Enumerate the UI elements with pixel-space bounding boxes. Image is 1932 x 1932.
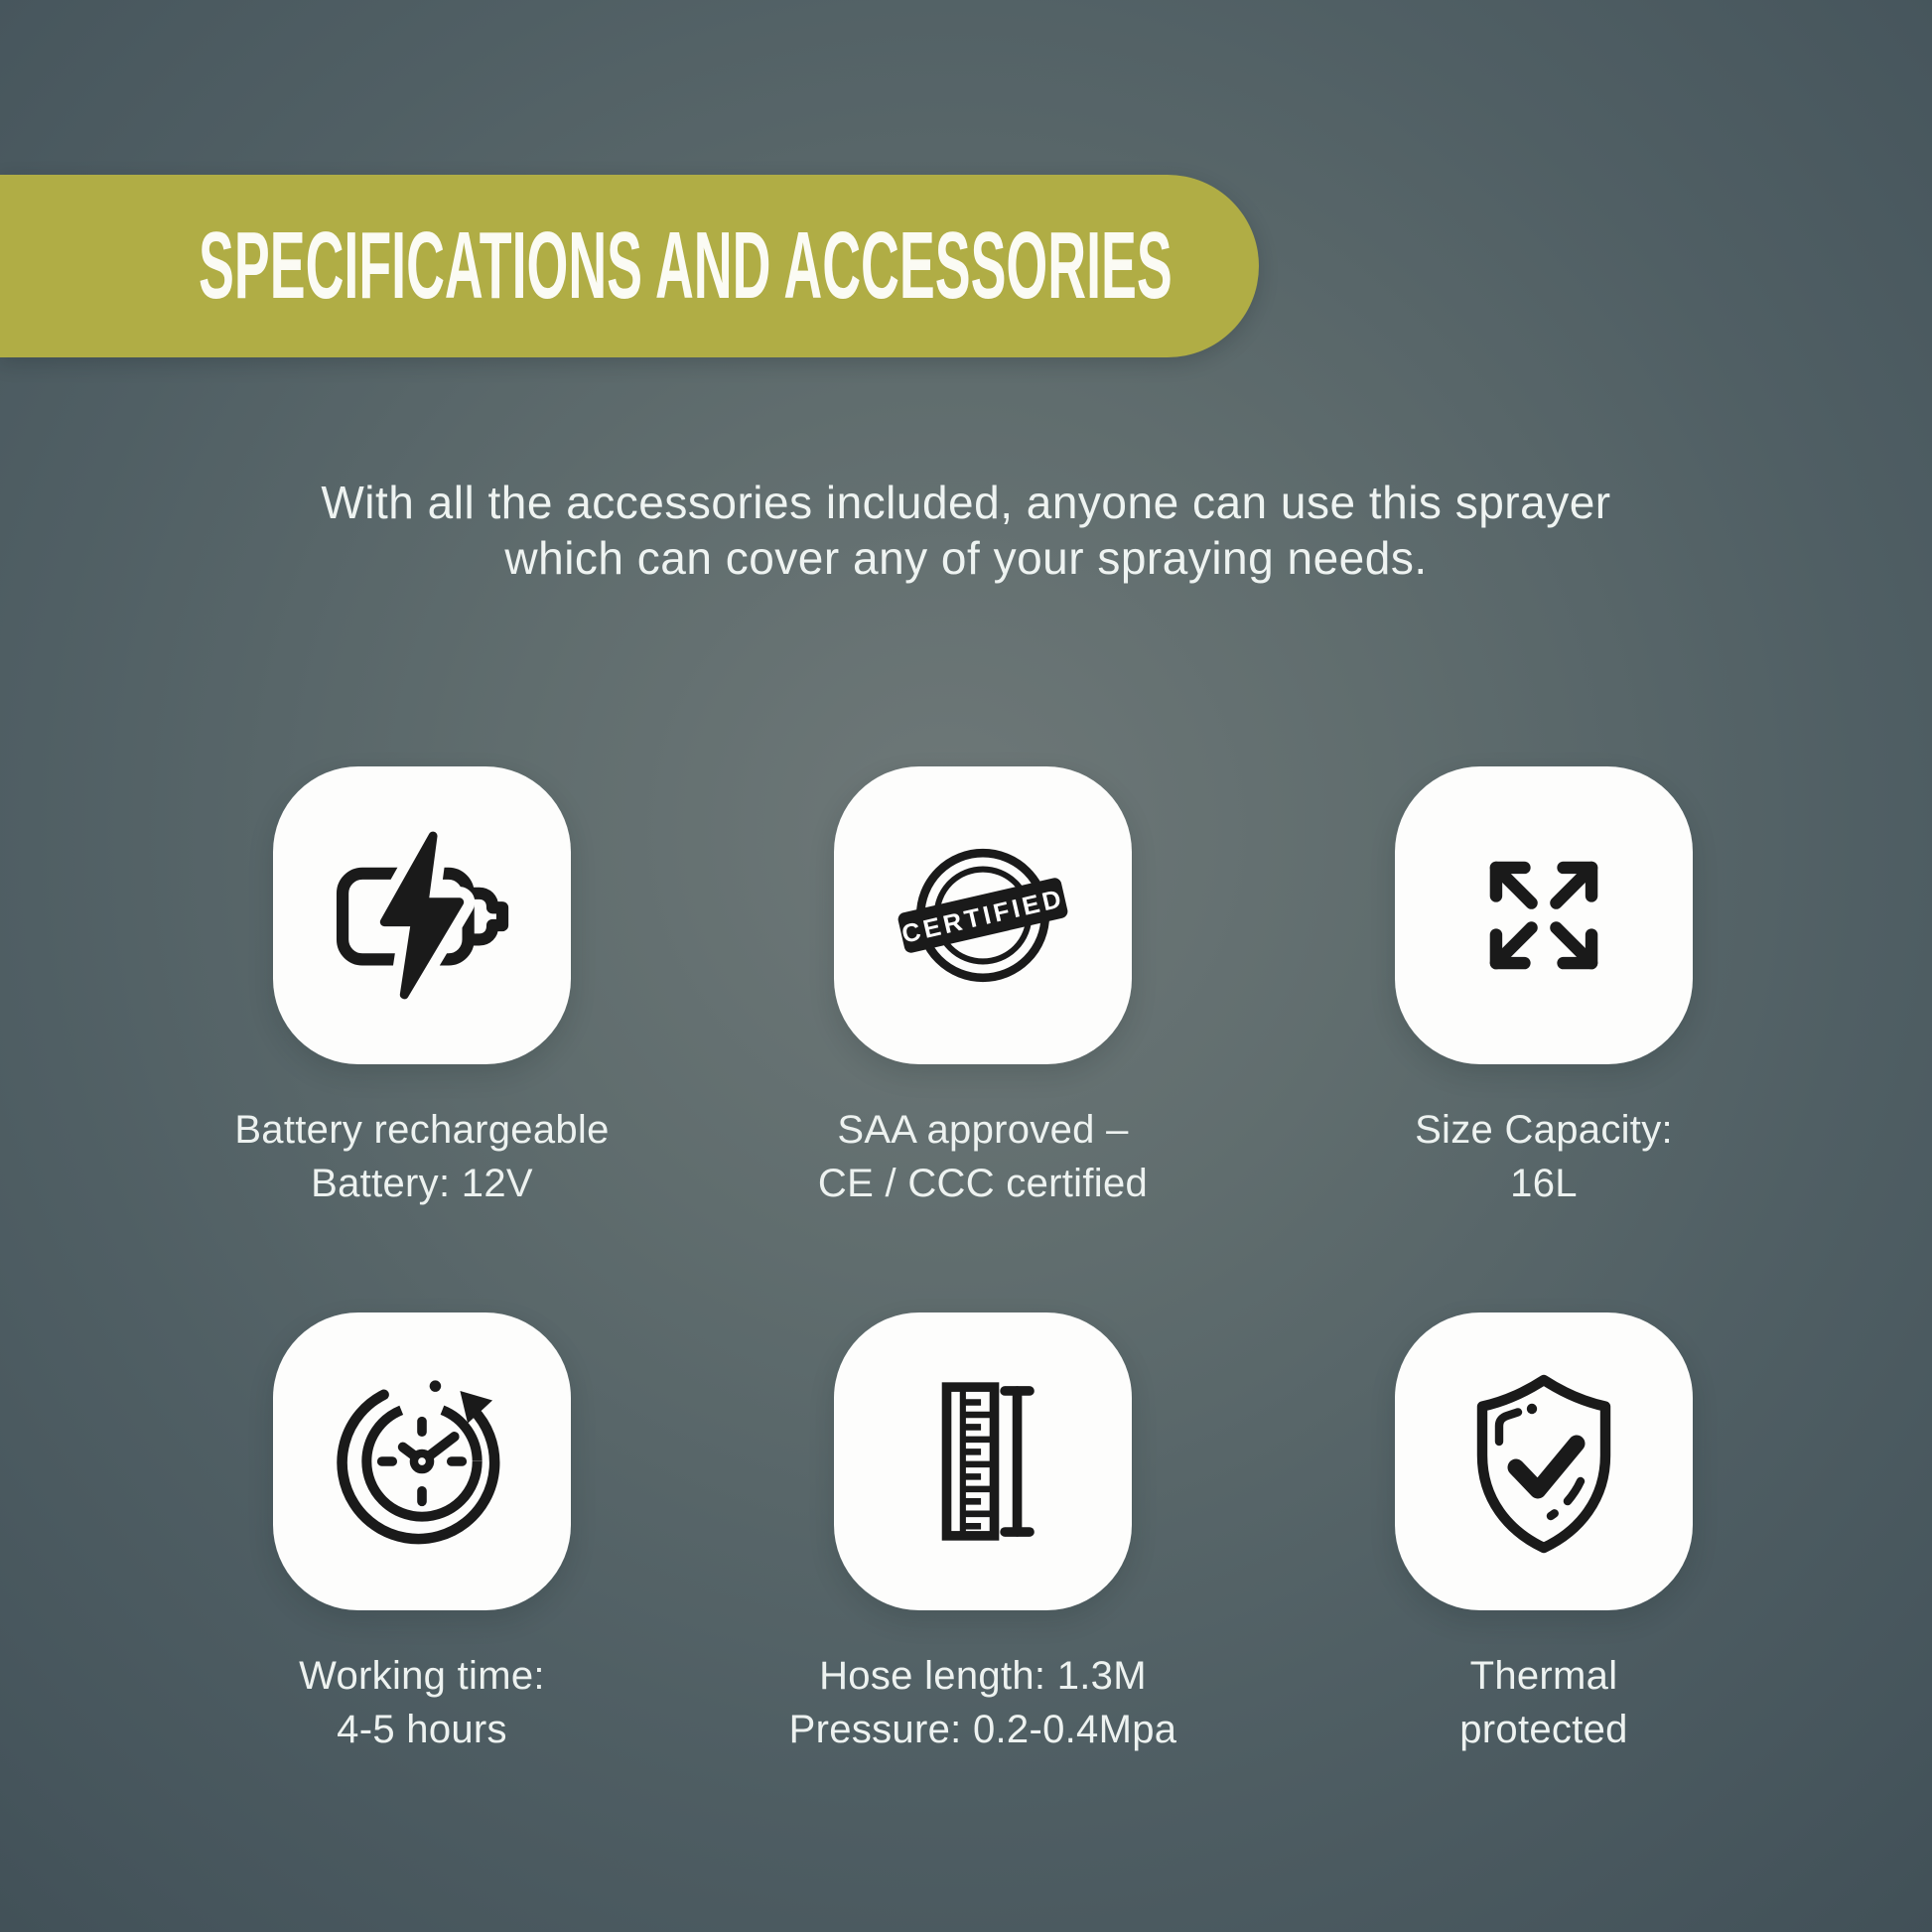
feature-hose [745, 1312, 1221, 1756]
battery-charging-icon [312, 805, 532, 1026]
feature-hose-card [834, 1312, 1132, 1610]
certified-stamp-icon [897, 830, 1068, 1001]
label-line: CE / CCC certified [817, 1161, 1149, 1205]
feature-size-card [1395, 766, 1693, 1064]
feature-thermal-label [1306, 1650, 1782, 1756]
feature-size [1306, 766, 1782, 1210]
label-line: SAA approved – [837, 1108, 1129, 1152]
intro-line-2: which can cover any of your spraying needs. [504, 532, 1428, 585]
feature-thermal [1306, 1312, 1782, 1756]
label-line: Thermal [1469, 1654, 1618, 1699]
label-line: 4-5 hours [337, 1707, 507, 1751]
label-line: 16L [1510, 1161, 1578, 1205]
shield-check-icon [1445, 1362, 1643, 1561]
feature-battery-label [184, 1104, 660, 1210]
intro-line-1: With all the accessories included, anyone can use this sprayer [321, 477, 1611, 528]
intro-text [0, 475, 1932, 586]
label-line: Battery: 12V [311, 1161, 533, 1205]
features-grid [184, 766, 1782, 1756]
label-line: Working time: [299, 1654, 545, 1699]
expand-arrows-icon [1455, 827, 1632, 1004]
feature-thermal-card [1395, 1312, 1693, 1610]
ruler-icon [888, 1366, 1078, 1557]
feature-size-label [1306, 1104, 1782, 1210]
label-line: Size Capacity: [1415, 1108, 1673, 1152]
label-line: protected [1459, 1707, 1628, 1751]
feature-battery [184, 766, 660, 1210]
feature-hose-label [745, 1650, 1221, 1756]
header-banner [0, 175, 1259, 357]
feature-working-time [184, 1312, 660, 1756]
feature-certified-card [834, 766, 1132, 1064]
label-line: Pressure: 0.2-0.4Mpa [788, 1707, 1177, 1751]
clock-rotate-icon [327, 1366, 517, 1557]
feature-working-time-label [184, 1650, 660, 1756]
certified-stamp-text: CERTIFIED [898, 884, 1067, 949]
feature-working-time-card [273, 1312, 571, 1610]
feature-certified [745, 766, 1221, 1210]
label-line: Hose length: 1.3M [819, 1654, 1147, 1699]
label-line: Battery rechargeable [234, 1108, 610, 1152]
page-title: SPECIFICATIONS AND ACCESSORIES [199, 212, 1173, 319]
feature-battery-card [273, 766, 571, 1064]
feature-certified-label [745, 1104, 1221, 1210]
